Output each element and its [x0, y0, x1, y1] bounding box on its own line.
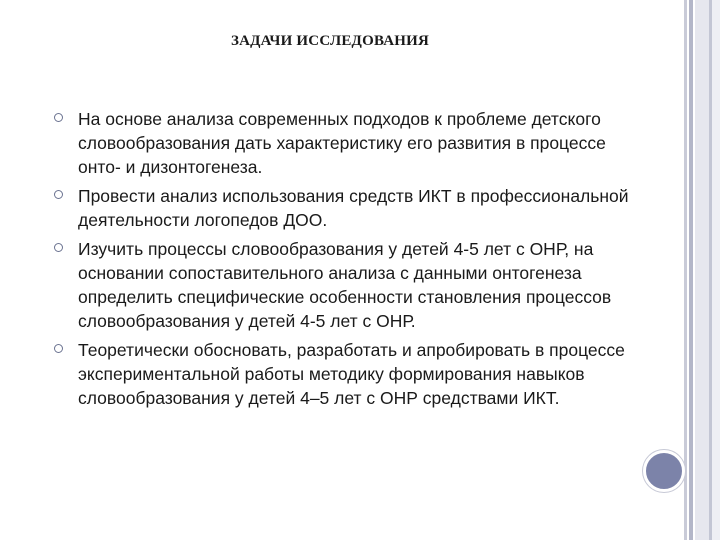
frame-stripe	[712, 0, 720, 540]
hollow-circle-bullet-icon	[54, 190, 63, 199]
circle-decoration-icon	[643, 450, 685, 492]
bullet-item	[54, 237, 634, 333]
hollow-circle-bullet-icon	[54, 344, 63, 353]
bullet-text: Изучить процессы словообразования у детей 4-5 лет с ОНР, на основании сопоставительного анализа с данными онтогенеза определить специфические особенности становления процессов словообразования у детей 4-5 лет с ОНР.	[78, 239, 612, 331]
bullet-item	[54, 184, 634, 232]
task-bullet-list	[54, 107, 634, 415]
bullet-item	[54, 338, 634, 410]
frame-stripe	[695, 0, 709, 540]
bullet-text: Теоретически обосновать, разработать и апробировать в процессе экспериментальной работы методику формирования навыков словообразования у детей 4–5 лет с ОНР средствами ИКТ.	[78, 340, 625, 408]
bullet-text: На основе анализа современных подходов к проблеме детского словообразования дать характеристику его развития в процессе онто- и дизонтогенеза.	[78, 109, 606, 177]
hollow-circle-bullet-icon	[54, 243, 63, 252]
side-frame-decoration	[684, 0, 720, 540]
slide-title: ЗАДАЧИ ИССЛЕДОВАНИЯ	[230, 33, 430, 49]
bullet-text: Провести анализ использования средств ИКТ в профессиональной деятельности логопедов ДОО.	[78, 186, 629, 230]
bullet-item	[54, 107, 634, 179]
hollow-circle-bullet-icon	[54, 113, 63, 122]
